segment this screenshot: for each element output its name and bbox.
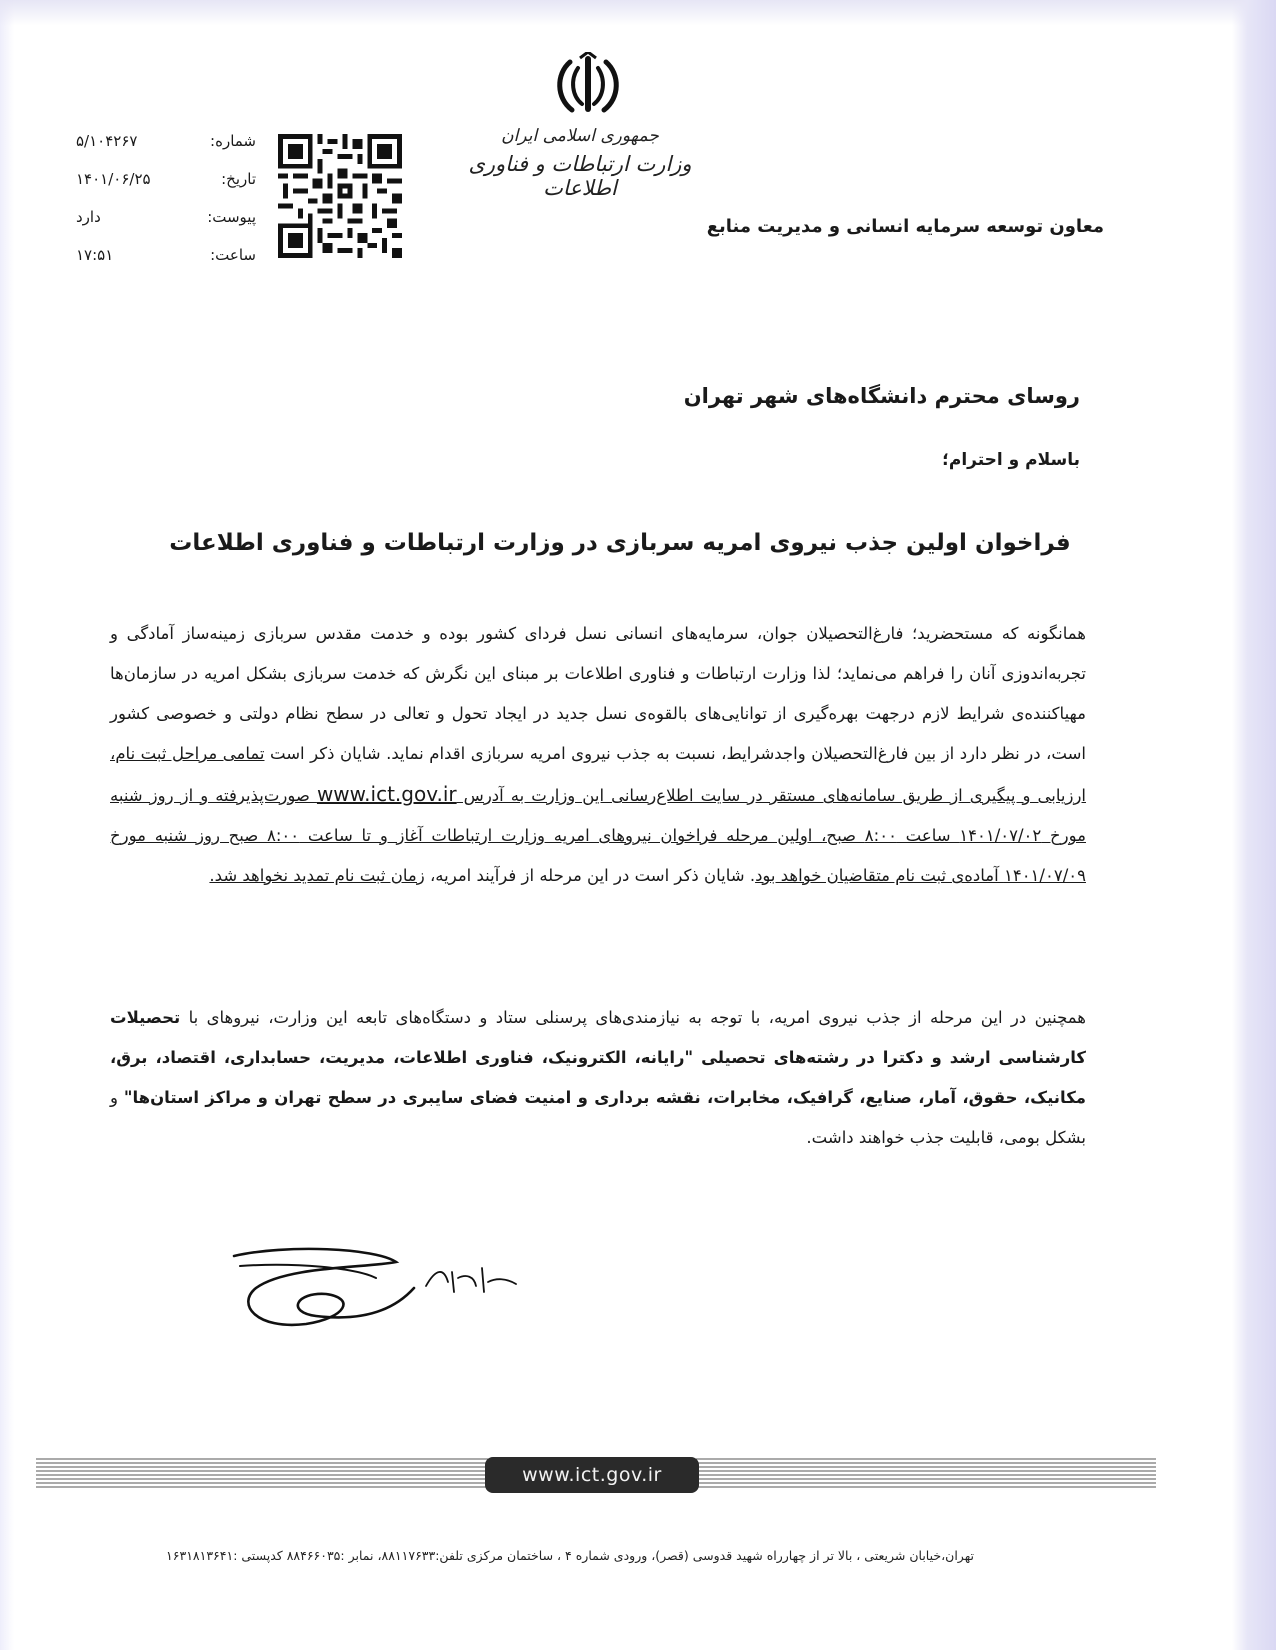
paragraph-1 (110, 614, 1086, 896)
paragraph-1-intro: همانگونه که مستحضرید؛ فارغ‌التحصیلان جوان، سرمایه‌های انسانی نسل فردای کشور بوده و خدمت مقدس سربازی زمینه‌ساز آمادگی و تجربه‌اندوزی آنان را فراهم می‌نماید؛ لذا وزارت ارتباطات و فناوری اطلاعات بر مبنای این نگرش که خدمت سربازی بشکل امریه در سازمان‌ها مهیاکننده‌ی شرایط لازم درجهت بهره‌گیری از توانایی‌های بالقوه‌ی نسل جدید در ایجاد تحول و تعالی در سطح نظام دولتی و خصوصی کشور است، در نظر دارد از بین فارغ‌التحصیلان واجدشرایط، نسبت به جذب نیروی امریه سربازی اقدام نماید. شایان ذکر است (110, 624, 1086, 763)
qr-code-icon (278, 134, 402, 258)
ministry-heading (455, 126, 705, 200)
meta-time-label: ساعت: (210, 246, 256, 264)
paragraph-1-note: . شایان ذکر است در این مرحله از فرآیند امریه، (424, 866, 756, 885)
website-link[interactable]: www.ict.gov.ir (316, 782, 457, 806)
recipient: روسای محترم دانشگاه‌های شهر تهران (683, 384, 1080, 408)
scan-edge-right (1232, 0, 1276, 1650)
paragraph-1-underlined-1: تمامی مراحل ثبت نام، ارزیابی و پیگیری از طریق سامانه‌های مستقر در سایت اطلاع‌رسانی این وزارت به آدرس (110, 744, 1086, 805)
deputy-title: معاون توسعه سرمایه انسانی و مدیریت منابع (706, 216, 1104, 237)
paragraph-2-intro: همچنین در این مرحله از جذب نیروی امریه، با توجه به نیازمندی‌های پرسنلی ستاد و دستگاه‌های تابعه این وزارت، نیروهای با (180, 1008, 1086, 1027)
meta-date-label: تاریخ: (221, 170, 256, 188)
meta-time-row (76, 236, 256, 274)
footer-website[interactable]: www.ict.gov.ir (485, 1457, 699, 1493)
paragraph-1-underlined-2: صورت‌پذیرفته و از روز شنبه مورخ ۱۴۰۱/۰۷/۰۲ ساعت ۸:۰۰ صبح، اولین مرحله فراخوان نیروهای امریه وزارت ارتباطات آغاز و تا ساعت ۸:۰۰ صبح روز شنبه مورخ ۱۴۰۱/۰۷/۰۹ آماده‌ی ثبت نام متقاضیان خواهد بود (110, 786, 1086, 885)
meta-time-value: ۱۷:۵۱ (76, 246, 114, 264)
meta-attachment-row (76, 198, 256, 236)
scan-edge-top (0, 0, 1276, 26)
paragraph-1-underlined-3: زمان ثبت نام تمدید نخواهد شد. (209, 866, 425, 885)
iran-emblem-icon (548, 52, 628, 118)
ministry-line-1: جمهوری اسلامی ایران (501, 126, 659, 146)
meta-number-value: ۵/۱۰۴۲۶۷ (76, 132, 138, 150)
letter-subject: فراخوان اولین جذب نیروی امریه سربازی در وزارت ارتباطات و فناوری اطلاعات (169, 530, 1071, 556)
meta-date-row (76, 160, 256, 198)
footer-address: تهران،خیابان شریعتی ، بالا تر از چهارراه شهید قدوسی (قصر)، ورودی شماره ۴ ، ساختمان مرکزی تلفن:۸۸۱۱۷۶۳۳، نمابر :۸۸۴۶۶۰۳۵ کدپستی :۱۶۳۱۸۱۳۶۴۱ (166, 1548, 974, 1563)
meta-number-row (76, 122, 256, 160)
greeting: باسلام و احترام؛ (942, 450, 1080, 470)
meta-date-value: ۱۴۰۱/۰۶/۲۵ (76, 170, 151, 188)
paragraph-2-fields: تحصیلات کارشناسی ارشد و دکترا در رشته‌های تحصیلی "رایانه، الکترونیک، فناوری اطلاعات، مدیریت، حسابداری، اقتصاد، برق، مکانیک، حقوق، آمار، صنایع، گرافیک، مخابرات، نقشه برداری و امنیت فضای سایبری در سطح تهران و مراکز استان‌ها" (110, 1008, 1087, 1107)
signature (226, 1238, 526, 1348)
scan-edge-left (0, 0, 14, 1650)
letter-meta (76, 122, 256, 274)
ministry-line-2: وزارت ارتباطات و فناوری اطلاعات (468, 152, 692, 200)
paragraph-2 (110, 998, 1086, 1158)
meta-attachment-label: پیوست: (207, 208, 256, 226)
meta-attachment-value: دارد (76, 208, 101, 226)
paragraph-2-end: و بشکل بومی، قابلیت جذب خواهند داشت. (110, 1088, 1086, 1147)
meta-number-label: شماره: (210, 132, 256, 150)
